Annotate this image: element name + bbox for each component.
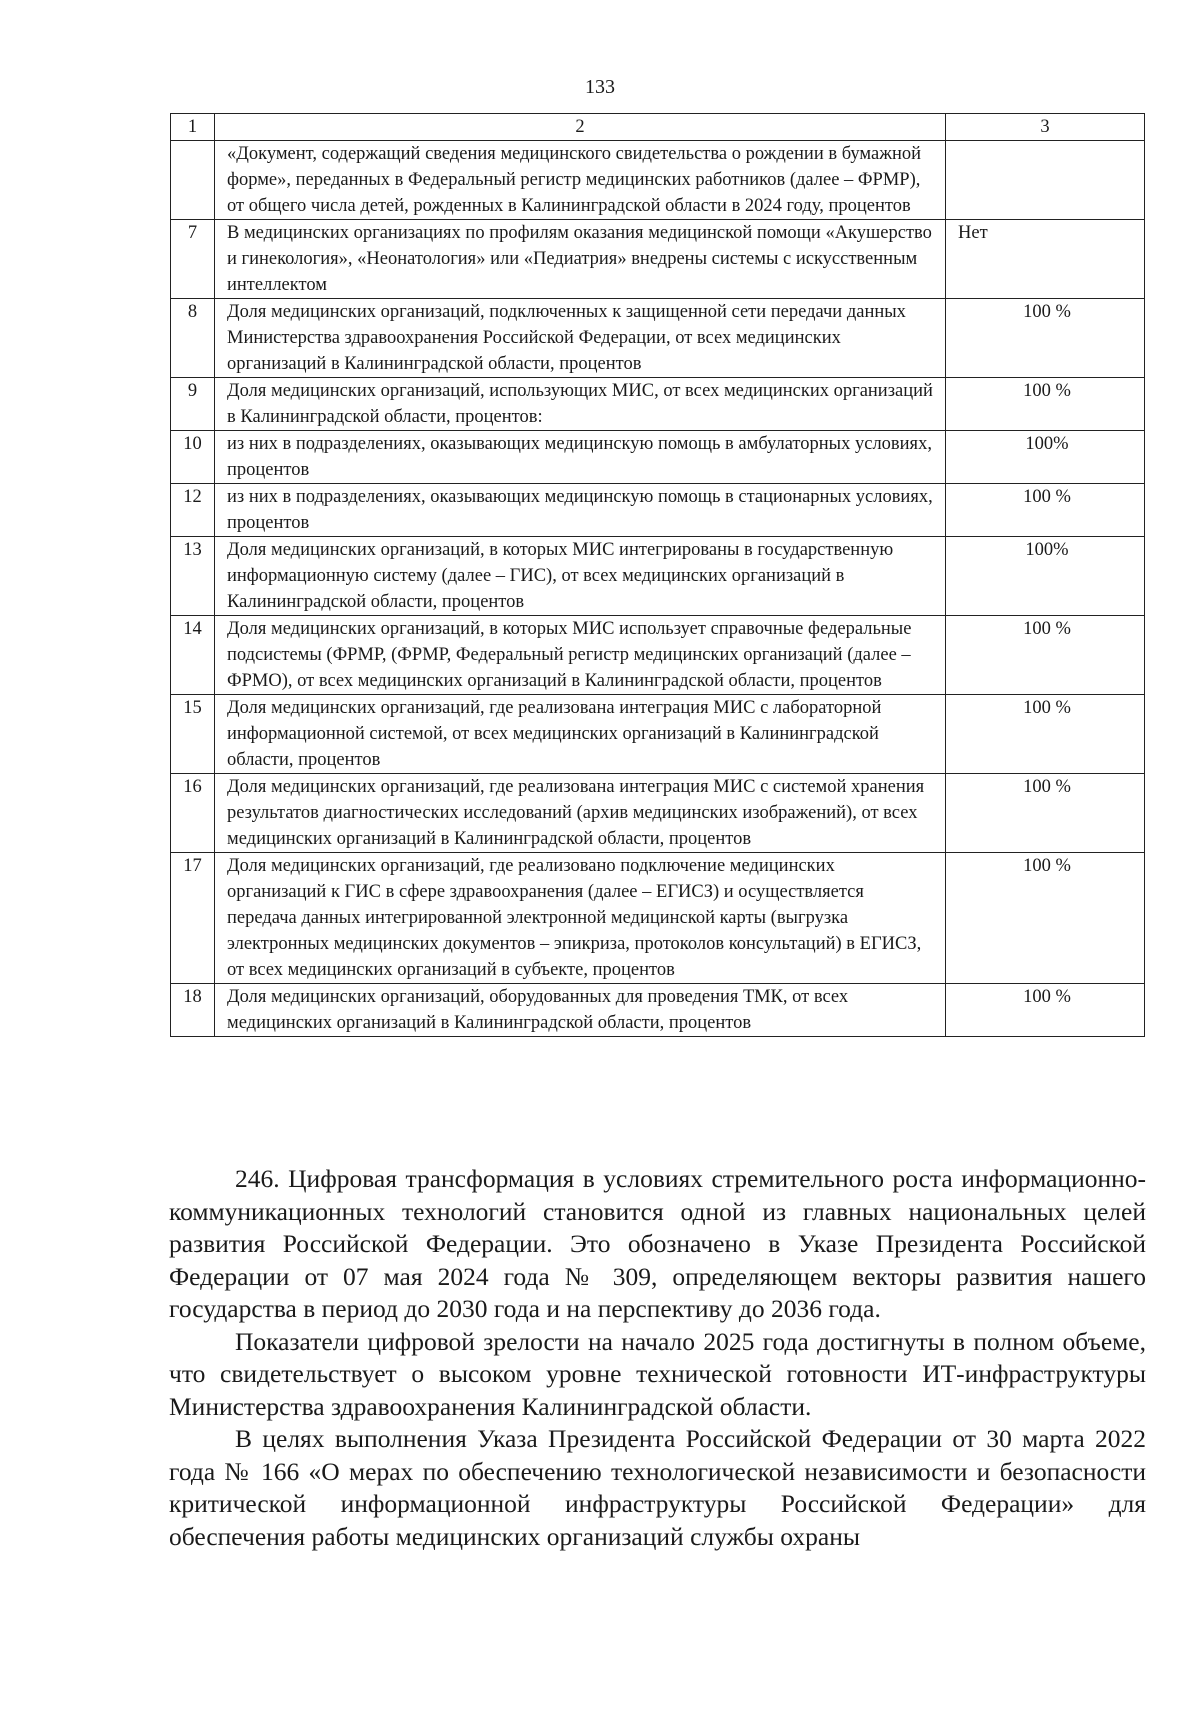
table-row [171,141,1145,220]
page-number: 133 [585,76,615,98]
table-row [171,299,1145,378]
row-text: из них в подразделениях, оказывающих медицинскую помощь в стационарных условиях, процентов [215,484,946,537]
table-row [171,220,1145,299]
indicators-table [170,113,1145,1037]
row-number: 12 [171,484,215,537]
row-text: Доля медицинских организаций, где реализована интеграция МИС с лабораторной информационной системой, от всех медицинских организаций в Калининградской области, процентов [215,695,946,774]
row-value: Нет [946,220,1145,299]
table-row [171,853,1145,984]
row-text: Доля медицинских организаций, в которых МИС использует справочные федеральные подсистемы (ФРМР, (ФРМР, Федеральный регистр медицинских организаций (далее – ФРМО), от всех медицинских организаций в Калининградской области, процентов [215,616,946,695]
row-text: из них в подразделениях, оказывающих медицинскую помощь в амбулаторных условиях, процентов [215,431,946,484]
row-text: Доля медицинских организаций, в которых МИС интегрированы в государственную информационную систему (далее – ГИС), от всех медицинских организаций в Калининградской области, процентов [215,537,946,616]
paragraph-246: 246. Цифровая трансформация в условиях стремительного роста информационно-коммуникационных технологий становится одной из главных национальных целей развития Российской Федерации. Это обозначено в Указе Президента Российской Федерации от 07 мая 2024 года № 309, определяющем векторы развития нашего государства в период до 2030 года и на перспективу до 2036 года. [169,1164,1146,1323]
table-row [171,484,1145,537]
row-number: 7 [171,220,215,299]
table-row [171,431,1145,484]
row-number: 14 [171,616,215,695]
table-row [171,537,1145,616]
row-value: 100% [946,431,1145,484]
row-text: Доля медицинских организаций, где реализовано подключение медицинских организаций к ГИС в сфере здравоохранения (далее – ЕГИСЗ) и осуществляется передача данных интегрированной электронной медицинской карты (выгрузка электронных медицинских документов – эпикриза, протоколов консультаций) в ЕГИСЗ, от всех медицинских организаций в субъекте, процентов [215,853,946,984]
table-row [171,774,1145,853]
table-row [171,616,1145,695]
paragraph-digital-maturity: Показатели цифровой зрелости на начало 2025 года достигнуты в полном объеме, что свидетельствует о высоком уровне технической готовности ИТ-инфраструктуры Министерства здравоохранения Калининградской области. [169,1326,1146,1421]
row-value: 100% [946,537,1145,616]
table-row [171,984,1145,1037]
row-text: «Документ, содержащий сведения медицинского свидетельства о рождении в бумажной форме», переданных в Федеральный регистр медицинских работников (далее – ФРМР), от общего числа детей, рожденных в Калининградской области в 2024 году, процентов [215,141,946,220]
row-value: 100 % [946,299,1145,378]
row-number [171,141,215,220]
row-value [946,141,1145,220]
row-value: 100 % [946,378,1145,431]
paragraph-decree-166: В целях выполнения Указа Президента Российской Федерации от 30 марта 2022 года № 166 «О мерах по обеспечению технологической независимости и безопасности критической информационной инфраструктуры Российской Федерации» для обеспечения работы медицинских организаций службы охраны [169,1424,1146,1551]
row-number: 17 [171,853,215,984]
row-value: 100 % [946,616,1145,695]
table-header-row [171,114,1145,141]
row-number: 9 [171,378,215,431]
row-text: Доля медицинских организаций, использующих МИС, от всех медицинских организаций в Калининградской области, процентов: [215,378,946,431]
header-col-3: 3 [946,114,1145,141]
row-text: В медицинских организациях по профилям оказания медицинской помощи «Акушерство и гинекология», «Неонатология» или «Педиатрия» внедрены системы с искусственным интеллектом [215,220,946,299]
row-value: 100 % [946,853,1145,984]
row-value: 100 % [946,984,1145,1037]
row-value: 100 % [946,484,1145,537]
row-number: 18 [171,984,215,1037]
row-value: 100 % [946,695,1145,774]
body-text [169,1163,1146,1553]
row-number: 16 [171,774,215,853]
row-number: 10 [171,431,215,484]
row-text: Доля медицинских организаций, где реализована интеграция МИС с системой хранения результатов диагностических исследований (архив медицинских изображений), от всех медицинских организаций в Калининградской области, процентов [215,774,946,853]
row-value: 100 % [946,774,1145,853]
row-text: Доля медицинских организаций, оборудованных для проведения ТМК, от всех медицинских организаций в Калининградской области, процентов [215,984,946,1037]
row-number: 15 [171,695,215,774]
header-col-2: 2 [215,114,946,141]
header-col-1: 1 [171,114,215,141]
row-number: 13 [171,537,215,616]
row-number: 8 [171,299,215,378]
row-text: Доля медицинских организаций, подключенных к защищенной сети передачи данных Министерства здравоохранения Российской Федерации, от всех медицинских организаций в Калининградской области, процентов [215,299,946,378]
table-row [171,378,1145,431]
table-row [171,695,1145,774]
